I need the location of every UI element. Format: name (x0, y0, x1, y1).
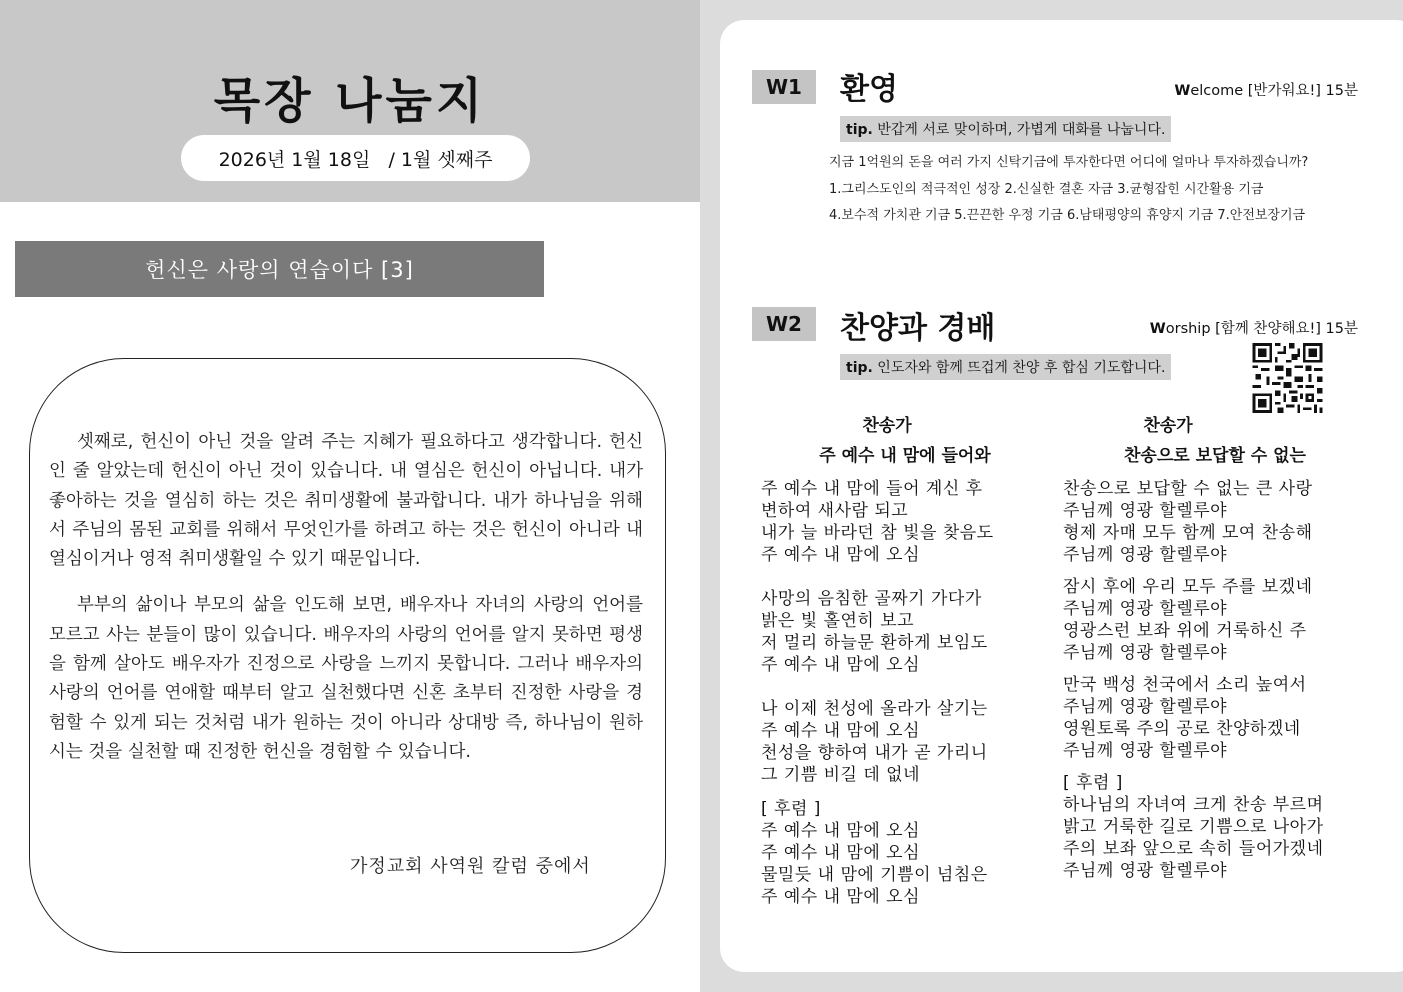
lyric-line: 주 예수 내 맘에 오심 (761, 721, 920, 741)
w1-question: 지금 1억원의 돈을 여러 가지 신탁기금에 투자한다면 어디에 얼마나 투자하겠습니까? (829, 155, 1309, 170)
lyric-line: 나 이제 천성에 올라가 살기는 (761, 699, 988, 719)
w2-tip-label: tip. (846, 360, 873, 376)
w2-subtitle (1150, 317, 1358, 338)
lyric-line: 천성을 향하여 내가 곧 가리니 (761, 743, 988, 763)
sermon-title: 헌신은 사랑의 연습이다 [3] (15, 241, 544, 297)
lyric-line: 변하여 새사람 되고 (761, 501, 909, 521)
lyric-line: 주님께 영광 할렐루야 (1063, 545, 1228, 565)
hymn-verse (1063, 674, 1324, 762)
w2-title: 찬양과 경배 (840, 311, 996, 346)
lyric-line: 그 기쁨 비길 데 없네 (761, 765, 920, 785)
column-source: 가정교회 사역원 칼럼 중에서 (350, 856, 591, 877)
lyric-line: 주 예수 내 맘에 오심 (761, 821, 920, 841)
hymn-2-lyrics (1063, 478, 1324, 882)
hymn-verse (761, 698, 994, 786)
lyric-line: [ 후렴 ] (761, 799, 821, 819)
lyric-line: 주님께 영광 할렐루야 (1063, 697, 1228, 717)
w2-subtitle-rest: orship [함께 찬양해요!] 15분 (1165, 321, 1358, 337)
hymn-1-title: 주 예수 내 맘에 들어와 (819, 446, 991, 466)
hymn-verse (1063, 576, 1324, 664)
w1-title: 환영 (840, 72, 898, 107)
lyric-line: 영광스런 보좌 위에 거룩하신 주 (1063, 621, 1307, 641)
column-body (49, 428, 643, 767)
lyric-line: 잠시 후에 우리 모두 주를 보겠네 (1063, 577, 1313, 597)
lyric-line: 내가 늘 바라던 참 빛을 찾음도 (761, 523, 994, 543)
lyric-line: 만국 백성 천국에서 소리 높여서 (1063, 675, 1307, 695)
lyric-line: 밝은 빛 홀연히 보고 (761, 611, 915, 631)
qr-code-icon[interactable] (1252, 343, 1323, 413)
date-text: 2026년 1월 18일 / 1월 셋째주 (218, 148, 493, 171)
w1-options-line-1: 1.그리스도인의 적극적인 성장 2.신실한 결혼 자금 3.균형잡힌 시간활용 기금 (829, 182, 1264, 197)
w2-subtitle-initial: W (1149, 321, 1166, 337)
lyric-line: 사망의 음침한 골짜기 가다가 (761, 589, 982, 609)
hymn-1-label: 찬송가 (862, 416, 912, 436)
w2-tag: W2 (752, 307, 816, 341)
w1-options-line-2: 4.보수적 가치관 기금 5.끈끈한 우정 기금 6.남태평양의 휴양지 기금 7.안전보장기금 (829, 208, 1306, 223)
w1-tip (840, 116, 1171, 142)
column-paragraph: 셋째로, 헌신이 아닌 것을 알려 주는 지혜가 필요하다고 생각합니다. 헌신인 줄 알았는데 헌신이 아닌 것이 있습니다. 내 열심은 헌신이 아닙니다. 내가 좋아하는 것을 열심히 하는 것은 취미생활에 불과합니다. 내가 하나님을 위해서 주님의 몸된 교회를 위해서 무엇인가를 하려고 하는 것은 헌신이 아니라 내 열심이거나 영적 취미생활일 수 있기 때문입니다. (49, 432, 643, 570)
lyric-line: 하나님의 자녀여 크게 찬송 부르며 (1063, 795, 1324, 815)
w1-subtitle (1174, 79, 1358, 100)
lyric-line: 영원토록 주의 공로 찬양하겠네 (1063, 719, 1301, 739)
lyric-line: 주님께 영광 할렐루야 (1063, 501, 1228, 521)
lyric-line: 주의 보좌 앞으로 속히 들어가겠네 (1063, 839, 1324, 859)
w1-subtitle-initial: W (1174, 83, 1191, 99)
w2-tip (840, 354, 1171, 380)
lyric-line: 주님께 영광 할렐루야 (1063, 861, 1228, 881)
hymn-verse (1063, 478, 1324, 566)
lyric-line: 주 예수 내 맘에 오심 (761, 887, 920, 907)
w2-tip-text: 인도자와 함께 뜨겁게 찬양 후 합심 기도합니다. (872, 360, 1166, 376)
w1-tip-label: tip. (846, 122, 873, 138)
w1-tip-text: 반갑게 서로 맞이하며, 가볍게 대화를 나눕니다. (872, 122, 1166, 138)
page-title: 목장 나눔지 (213, 73, 487, 129)
w1-tag: W1 (752, 70, 816, 104)
lyric-line: 주 예수 내 맘에 오심 (761, 843, 920, 863)
lyric-line: 저 멀리 하늘문 환하게 보임도 (761, 633, 988, 653)
lyric-line: 주 예수 내 맘에 오심 (761, 655, 920, 675)
lyric-line: 찬송으로 보답할 수 없는 큰 사랑 (1063, 479, 1313, 499)
lyric-line: 형제 자매 모두 함께 모여 찬송해 (1063, 523, 1313, 543)
hymn-verse (761, 478, 994, 566)
lyric-line: 밝고 거룩한 길로 기쁨으로 나아가 (1063, 817, 1324, 837)
date-pill (181, 135, 530, 181)
left-page (0, 0, 700, 992)
hymn-verse (761, 798, 994, 908)
lyric-line: 물밀듯 내 맘에 기쁨이 넘침은 (761, 865, 988, 885)
hymn-1-lyrics (761, 478, 994, 908)
hymn-2-label: 찬송가 (1143, 416, 1193, 436)
lyric-line: 주님께 영광 할렐루야 (1063, 741, 1228, 761)
lyric-line: 주님께 영광 할렐루야 (1063, 643, 1228, 663)
column-paragraph: 부부의 삶이나 부모의 삶을 인도해 보면, 배우자나 자녀의 사랑의 언어를 모르고 사는 분들이 많이 있습니다. 배우자의 사랑의 언어를 알지 못하면 평생을 함께 살아도 배우자가 진정으로 사랑을 느끼지 못합니다. 그러나 배우자의 사랑의 언어를 연애할 때부터 알고 실천했다면 신혼 초부터 진정한 사랑을 경험할 수 있게 되는 것처럼 내가 원하는 것이 아니라 상대방 즉, 하나님이 원하시는 것을 실천할 때 진정한 헌신을 경험할 수 있습니다. (49, 595, 643, 762)
lyric-line: 주님께 영광 할렐루야 (1063, 599, 1228, 619)
hymn-verse (761, 588, 994, 676)
hymn-verse (1063, 772, 1324, 882)
lyric-line: [ 후렴 ] (1063, 773, 1123, 793)
lyric-line: 주 예수 내 맘에 들어 계신 후 (761, 479, 983, 499)
lyric-line: 주 예수 내 맘에 오심 (761, 545, 920, 565)
hymn-2-title: 찬송으로 보답할 수 없는 (1124, 446, 1306, 466)
w1-subtitle-rest: elcome [반가워요!] 15분 (1190, 83, 1358, 99)
